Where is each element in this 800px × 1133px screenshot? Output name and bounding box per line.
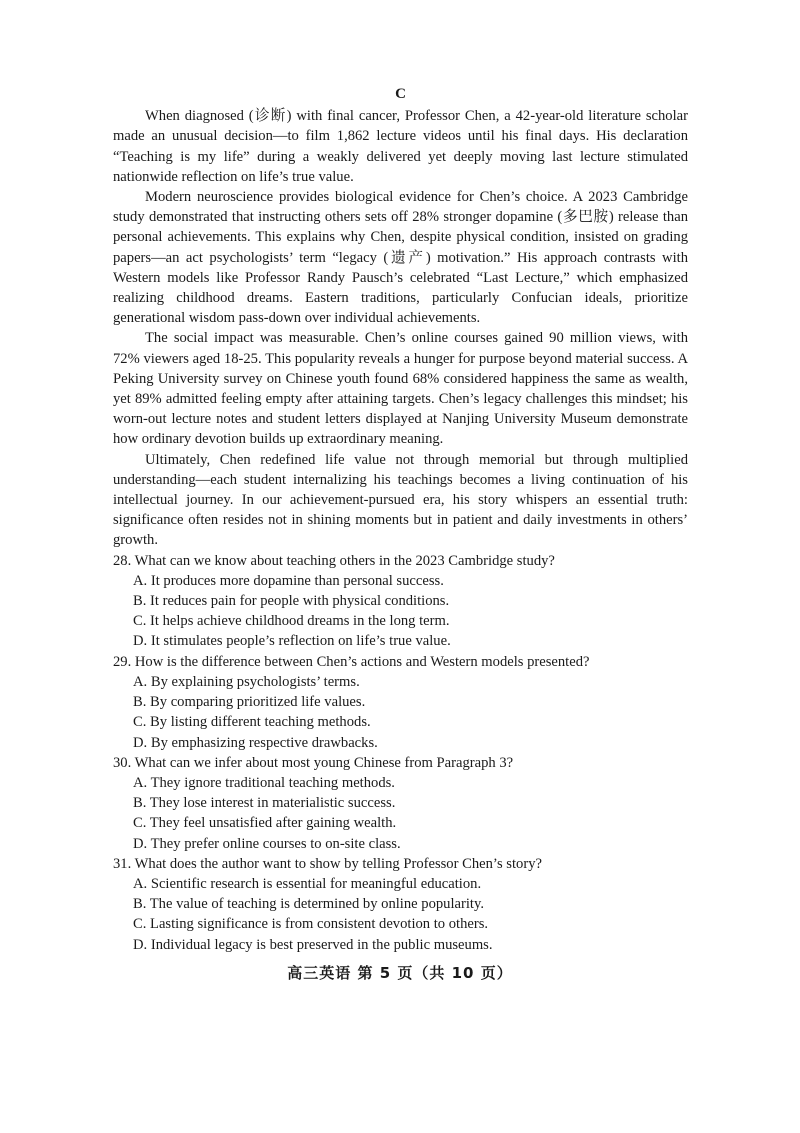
option-b: B. By comparing prioritized life values. (133, 694, 366, 711)
paragraph-4: Ultimately, Chen redefined life value not through memorial but through multiplied understanding—each student internalizing his teachings becomes a living continuation of his intellectual journey. In our achievement-pursued era, his story whispers an essential truth: significance often resides not in shining moments but in patient and daily investments in others’ growth. (113, 451, 688, 549)
question-28 (113, 551, 688, 652)
section-title: C (395, 86, 406, 102)
question-31 (113, 854, 688, 955)
option-c: C. Lasting significance is from consistent devotion to others. (133, 916, 489, 933)
option-a: A. They ignore traditional teaching methods. (133, 774, 395, 791)
option-b: B. It reduces pain for people with physical conditions. (133, 593, 450, 610)
option-d: D. By emphasizing respective drawbacks. (133, 734, 378, 751)
question-stem: 29. How is the difference between Chen’s actions and Western models presented? (113, 653, 590, 670)
option-a: A. Scientific research is essential for meaningful education. (133, 875, 482, 892)
option-d: D. It stimulates people’s reflection on life’s true value. (133, 633, 451, 650)
page-footer: 高三英语 第 5 页（共 10 页） (287, 964, 513, 982)
option-c: C. By listing different teaching methods. (133, 714, 371, 731)
option-b: B. They lose interest in materialistic success. (133, 795, 396, 812)
question-stem: 30. What can we infer about most young Chinese from Paragraph 3? (113, 754, 514, 771)
option-d: D. They prefer online courses to on-site class. (133, 835, 401, 852)
option-c: C. They feel unsatisfied after gaining wealth. (133, 815, 397, 832)
option-c: C. It helps achieve childhood dreams in the long term. (133, 613, 450, 630)
option-a: A. By explaining psychologists’ terms. (133, 673, 360, 690)
paragraph-2: Modern neuroscience provides biological evidence for Chen’s choice. A 2023 Cambridge study demonstrated that instructing others sets off 28% stronger dopamine (多巴胺) release than personal achievements. This explains why Chen, despite physical condition, insisted on grading papers—an act psychologists’ term “legacy (遗产) motivation.” His approach contrasts with Western models like Professor Randy Pausch’s celebrated “Last Lecture,” which emphasized realizing childhood dreams. Eastern traditions, particularly Confucian ideals, prioritize generational wisdom pass-down over individual achievements. (113, 189, 688, 327)
option-d: D. Individual legacy is best preserved in the public museums. (133, 936, 493, 953)
paragraph-1: When diagnosed (诊断) with final cancer, Professor Chen, a 42-year-old literature scholar made an unusual decision—to film 1,862 lecture videos until his final days. His declaration “Teaching is my life” during a weakly delivered yet deeply moving last lecture stimulated nationwide reflection on life’s true value. (113, 108, 688, 185)
document-page (113, 84, 688, 955)
question-29 (113, 652, 688, 753)
question-stem: 28. What can we know about teaching others in the 2023 Cambridge study? (113, 552, 555, 569)
question-30 (113, 753, 688, 854)
question-stem: 31. What does the author want to show by telling Professor Chen’s story? (113, 855, 542, 872)
option-a: A. It produces more dopamine than personal success. (133, 572, 444, 589)
paragraph-3: The social impact was measurable. Chen’s online courses gained 90 million views, with 72% viewers aged 18-25. This popularity reveals a hunger for purpose beyond material success. A Peking University survey on Chinese youth found 68% considered happiness the same as wealth, yet 89% admitted feeling empty after attaining targets. Chen’s legacy challenges this mindset; his worn-out lecture notes and student letters displayed at Nanjing University Museum demonstrate how ordinary devotion builds up extraordinary meaning. (113, 330, 688, 448)
option-b: B. The value of teaching is determined by online popularity. (133, 896, 484, 913)
